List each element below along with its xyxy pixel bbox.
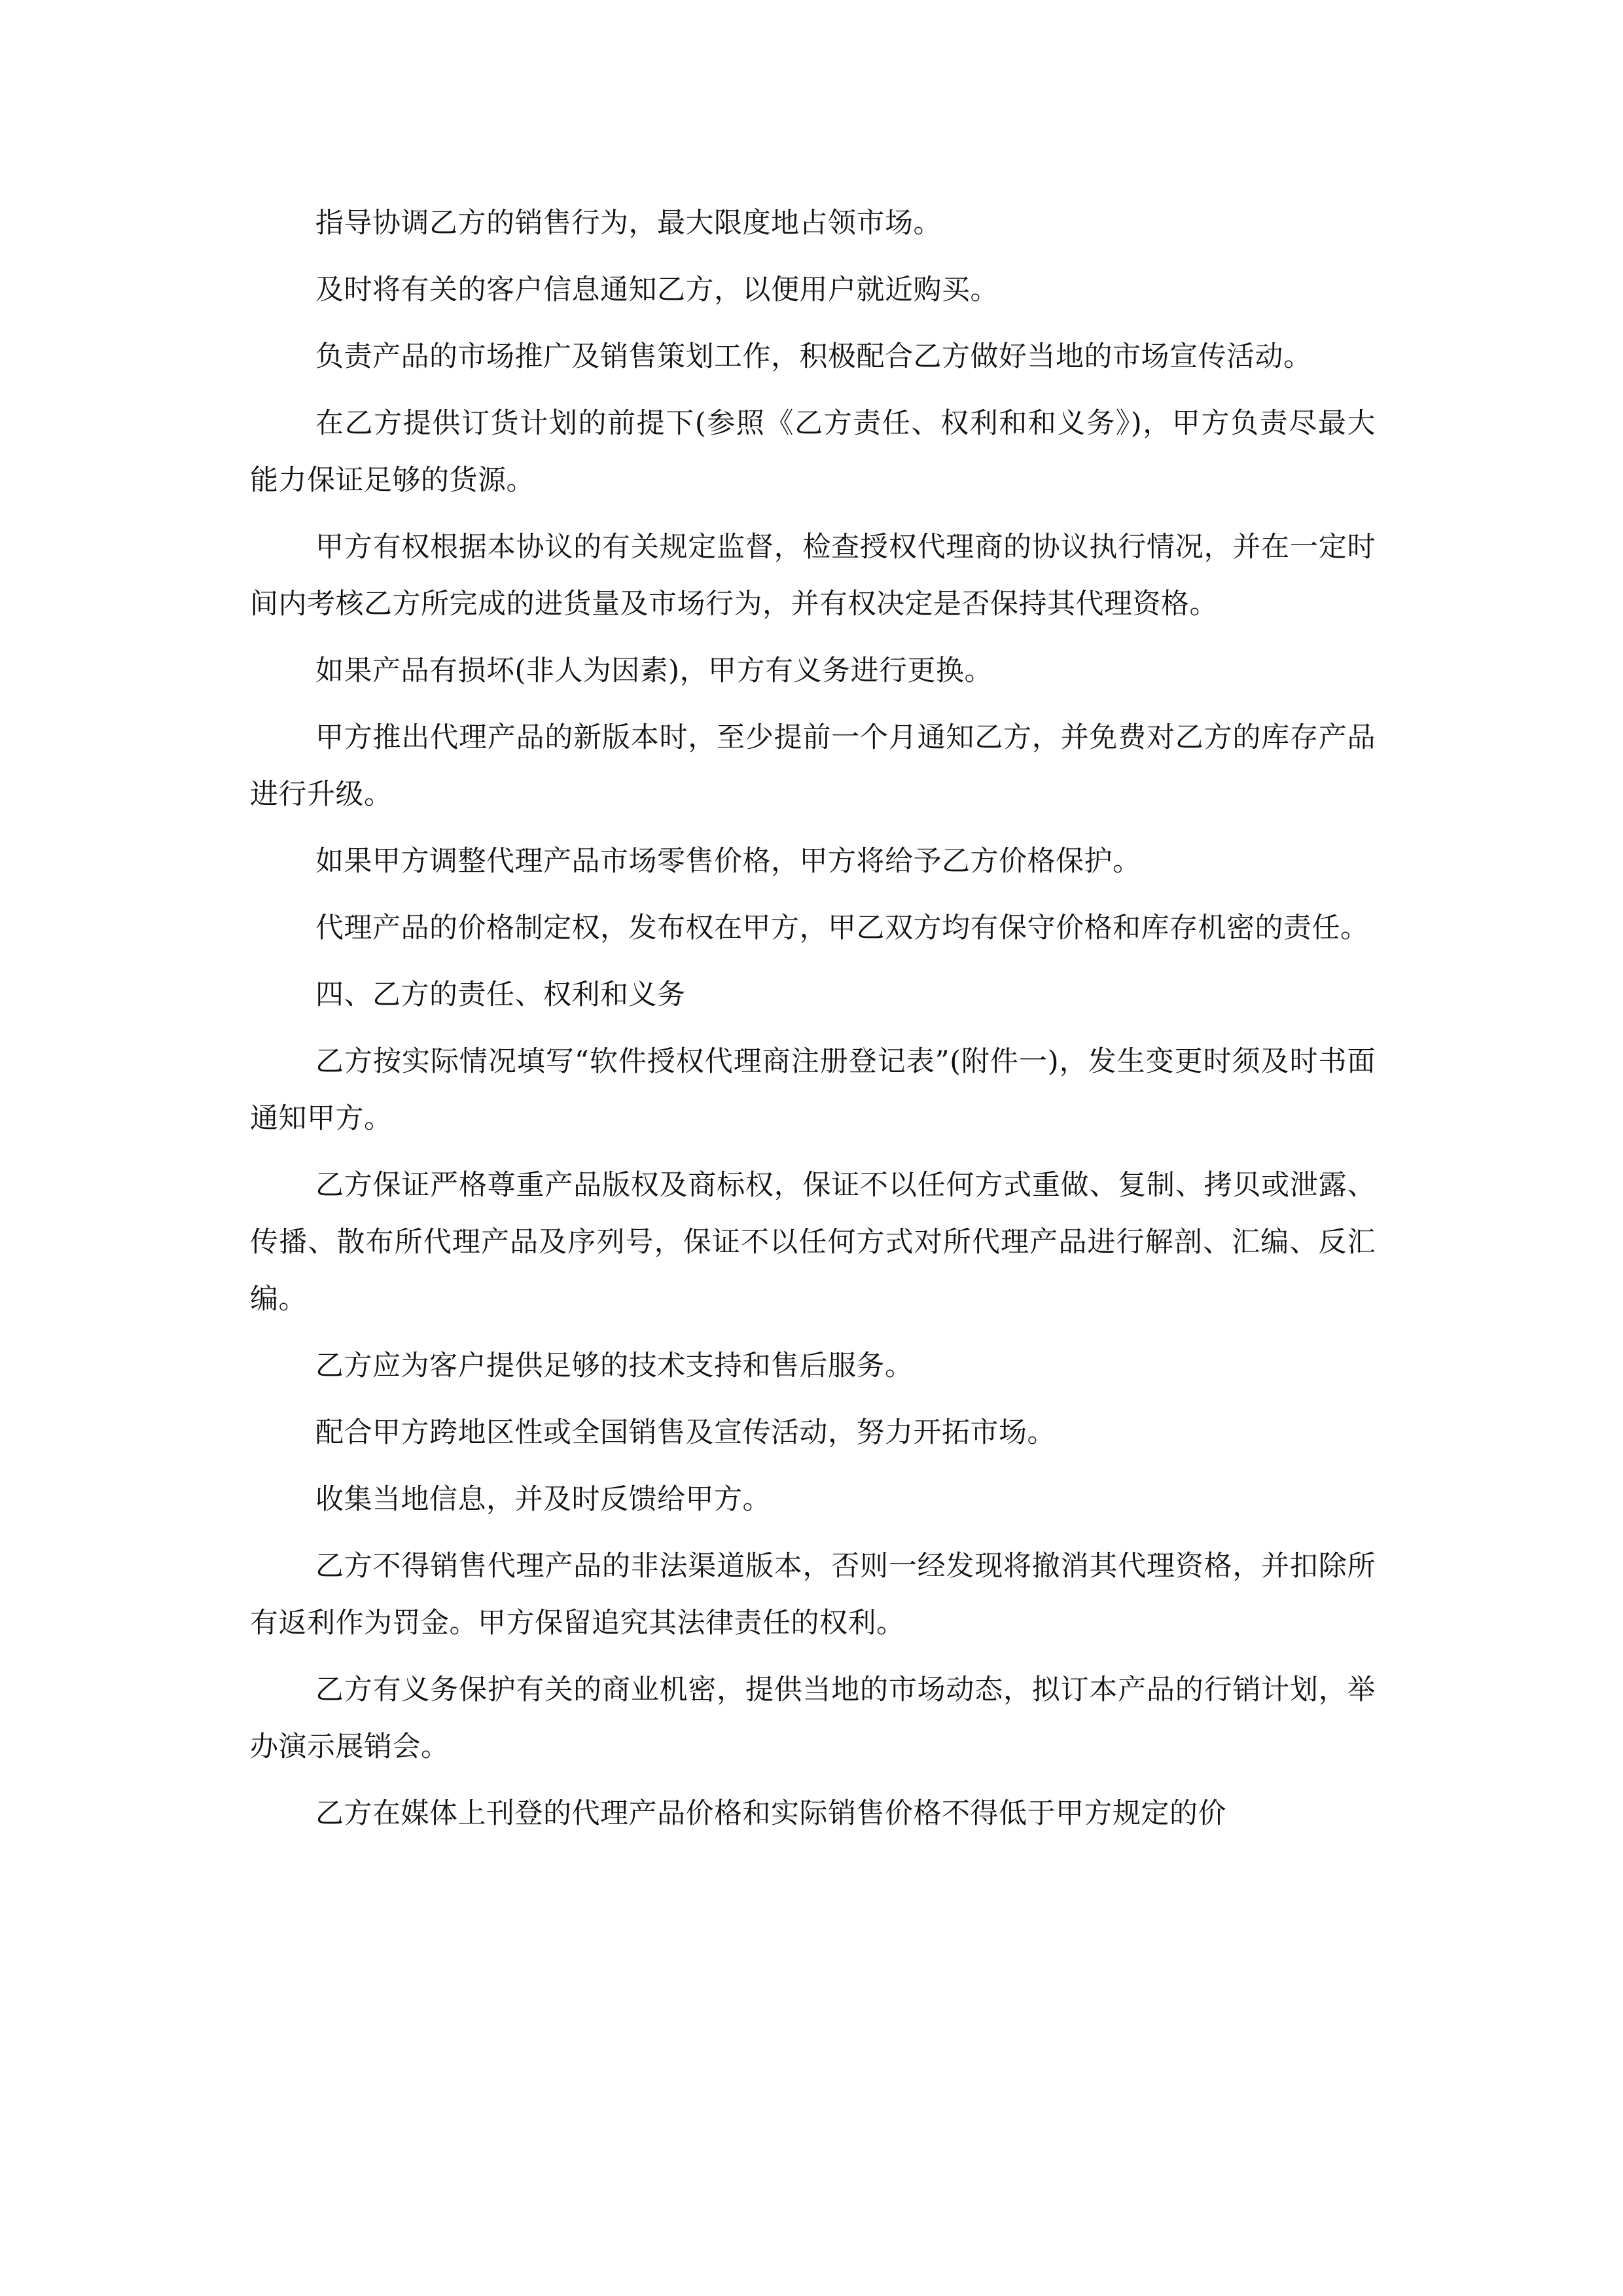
paragraph: 乙方不得销售代理产品的非法渠道版本，否则一经发现将撤消其代理资格，并扣除所有返利作为罚金。甲方保留追究其法律责任的权利。 — [250, 1550, 1376, 1640]
paragraph: 负责产品的市场推广及销售策划工作，积极配合乙方做好当地的市场宣传活动。 — [315, 340, 1312, 373]
paragraph: 甲方有权根据本协议的有关规定监督，检查授权代理商的协议执行情况，并在一定时间内考核乙方所完成的进货量及市场行为，并有权决定是否保持其代理资格。 — [250, 531, 1376, 620]
paragraph: 乙方应为客户提供足够的技术支持和售后服务。 — [315, 1350, 914, 1382]
paragraph: 如果产品有损坏(非人为因素)，甲方有义务进行更换。 — [315, 655, 993, 687]
paragraph: 乙方保证严格尊重产品版权及商标权，保证不以任何方式重做、复制、拷贝或泄露、传播、散布所代理产品及序列号，保证不以任何方式对所代理产品进行解剖、汇编、反汇编。 — [250, 1169, 1376, 1316]
paragraph: 甲方推出代理产品的新版本时，至少提前一个月通知乙方，并免费对乙方的库存产品进行升级。 — [250, 721, 1376, 811]
paragraph: 乙方在媒体上刊登的代理产品价格和实际销售价格不得低于甲方规定的价 — [315, 1797, 1226, 1830]
paragraph: 配合甲方跨地区性或全国销售及宣传活动，努力开拓市场。 — [315, 1416, 1056, 1449]
paragraph: 指导协调乙方的销售行为，最大限度地占领市场。 — [315, 207, 942, 240]
paragraph: 乙方按实际情况填写“软件授权代理商注册登记表”(附件一)，发生变更时须及时书面通知甲方。 — [250, 1045, 1376, 1135]
paragraph: 及时将有关的客户信息通知乙方，以便用户就近购买。 — [315, 274, 999, 306]
paragraph: 如果甲方调整代理产品市场零售价格，甲方将给予乙方价格保护。 — [315, 845, 1141, 878]
document-body — [250, 195, 1376, 1852]
section-heading: 四、乙方的责任、权利和义务 — [315, 978, 686, 1011]
paragraph: 代理产品的价格制定权，发布权在甲方，甲乙双方均有保守价格和库存机密的责任。 — [315, 912, 1369, 944]
paragraph: 在乙方提供订货计划的前提下(参照《乙方责任、权利和和义务》)，甲方负责尽最大能力保证足够的货源。 — [250, 407, 1376, 497]
paragraph: 收集当地信息，并及时反馈给甲方。 — [315, 1483, 771, 1516]
paragraph: 乙方有义务保护有关的商业机密，提供当地的市场动态，拟订本产品的行销计划，举办演示展销会。 — [250, 1674, 1376, 1763]
